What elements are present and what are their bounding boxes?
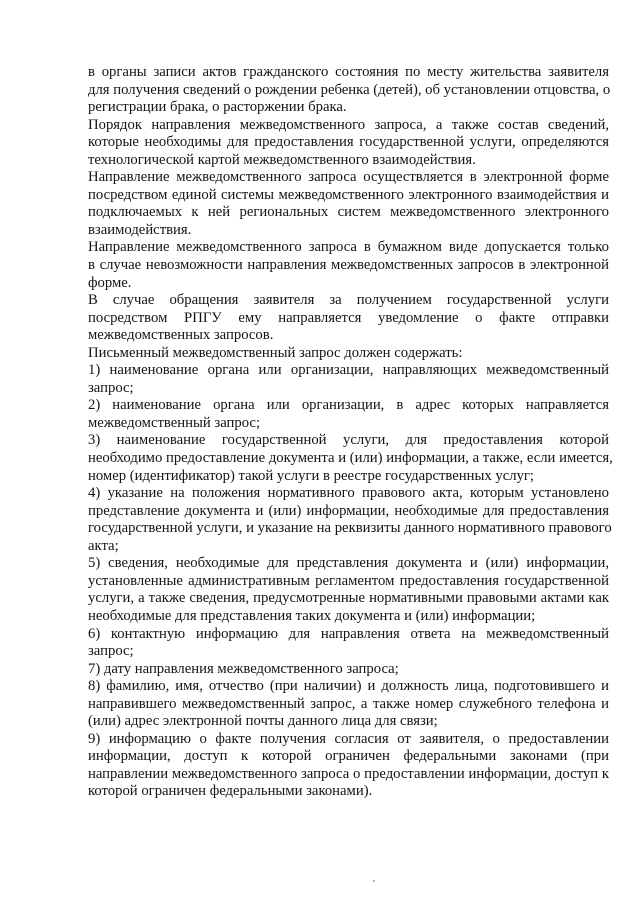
text-line: необходимые для представления таких документа и (или) информации; <box>88 607 536 624</box>
text-line: 2) наименование органа или организации, в адрес которых направляется <box>88 397 609 414</box>
text-line: 7) дату направления межведомственного запроса; <box>88 660 399 677</box>
document-paragraph <box>60 661 609 679</box>
text-line: направившего межведомственный запрос, а также номер служебного телефона и <box>88 695 609 712</box>
document-paragraph <box>60 345 609 363</box>
text-line: 5) сведения, необходимые для представления документа и (или) информации, <box>88 555 609 572</box>
text-line: 9) информацию о факте получения согласия от заявителя, о предоставлении <box>88 730 609 747</box>
text-line: номер (идентификатор) такой услуги в реестре государственных услуг; <box>88 467 535 484</box>
document-paragraph <box>60 731 609 801</box>
text-line: государственной услуги, и указание на реквизиты данного нормативного правового <box>88 520 612 537</box>
document-paragraph <box>60 64 609 117</box>
text-line: посредством РПГУ ему направляется уведомление о факте отправки <box>88 309 609 326</box>
text-line: в органы записи актов гражданского состояния по месту жительства заявителя <box>88 64 609 80</box>
text-line: запрос; <box>88 643 134 660</box>
text-line: акта; <box>88 537 119 554</box>
text-line: направлении межведомственного запроса о предоставлении информации, доступ к <box>88 765 609 782</box>
text-line: запрос; <box>88 379 134 396</box>
text-line: межведомственный запрос; <box>88 414 261 431</box>
document-paragraph <box>60 362 609 397</box>
text-line: информации, доступ к которой ограничен федеральными законами (при <box>88 748 609 765</box>
text-line: Направление межведомственного запроса в бумажном виде допускается только <box>88 239 609 256</box>
text-line: межведомственных запросов. <box>88 327 274 344</box>
text-line: представление документа и (или) информации, необходимые для предоставления <box>88 502 609 519</box>
text-line: Порядок направления межведомственного запроса, а также состав сведений, <box>88 116 609 133</box>
document-paragraph <box>60 626 609 661</box>
document-paragraph <box>60 397 609 432</box>
text-line: для получения сведений о рождении ребенка (детей), об установлении отцовства, о <box>88 81 611 98</box>
document-body <box>60 64 613 801</box>
document-paragraph <box>60 555 609 625</box>
text-line: услуги, а также сведения, предусмотренные нормативными правовыми актами как <box>88 590 609 607</box>
document-paragraph <box>60 292 609 345</box>
document-paragraph <box>60 432 613 485</box>
text-line: (или) адрес электронной почты данного лица для связи; <box>88 713 438 730</box>
text-line: взаимодействия. <box>88 221 192 238</box>
text-line: 6) контактную информацию для направления ответа на межведомственный <box>88 625 609 642</box>
document-paragraph <box>60 678 609 731</box>
text-line: в случае невозможности направления межведомственных запросов в электронной <box>88 257 609 274</box>
text-line: посредством единой системы межведомственного электронного взаимодействия и <box>88 186 609 203</box>
text-line: Направление межведомственного запроса осуществляется в электронной форме <box>88 169 609 186</box>
text-line: которой ограничен федеральными законами). <box>88 783 373 800</box>
text-line: 4) указание на положения нормативного правового акта, которым установлено <box>88 485 609 502</box>
text-line: установленные административным регламентом предоставления государственной <box>88 572 609 589</box>
text-line: 8) фамилию, имя, отчество (при наличии) и должность лица, подготовившего и <box>88 678 609 695</box>
document-paragraph <box>60 169 609 239</box>
scan-speck <box>373 880 375 882</box>
text-line: которые необходимы для предоставления государственной услуги, определяются <box>88 134 609 151</box>
document-paragraph <box>60 239 609 292</box>
text-line: необходимо предоставление документа и (или) информации, а также, если имеется, <box>88 450 613 467</box>
text-line: форме. <box>88 274 132 291</box>
text-line: подключаемых к ней региональных систем межведомственного электронного <box>88 204 609 221</box>
document-paragraph <box>60 485 612 555</box>
text-line: Письменный межведомственный запрос должен содержать: <box>88 344 463 361</box>
text-line: 3) наименование государственной услуги, для предоставления которой <box>88 432 609 449</box>
text-line: регистрации брака, о расторжении брака. <box>88 99 347 116</box>
document-paragraph <box>60 117 609 170</box>
text-line: В случае обращения заявителя за получением государственной услуги <box>88 292 609 309</box>
text-line: 1) наименование органа или организации, направляющих межведомственный <box>88 362 609 379</box>
text-line: технологической картой межведомственного взаимодействия. <box>88 151 476 168</box>
